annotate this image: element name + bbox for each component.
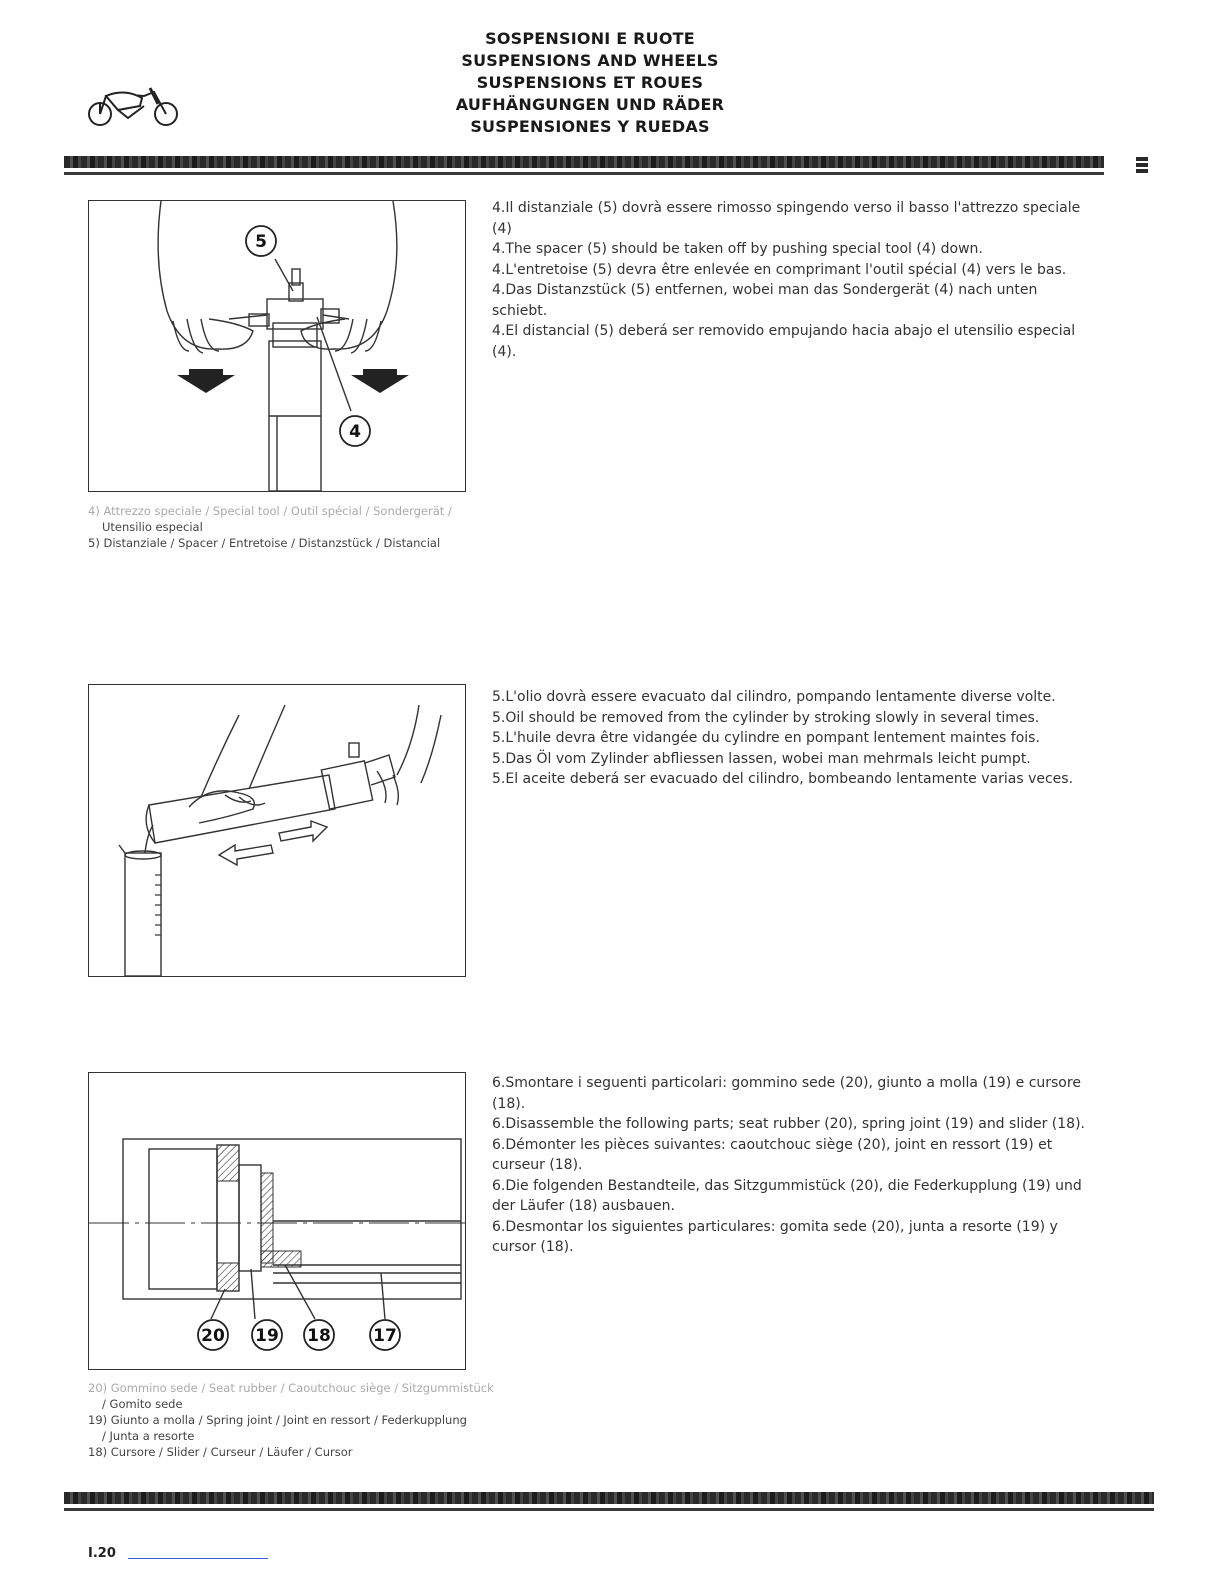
footer-divider: [64, 1492, 1154, 1504]
step5-spanish: 5.El aceite deberá ser evacuado del cilindro, bombeando lentamente varias veces.: [492, 771, 1074, 787]
fork-section-illustration: [89, 1073, 465, 1369]
step4-italian: 4.Il distanziale (5) dovrà essere rimosso spingendo verso il basso l'attrezzo speciale (4): [492, 200, 1081, 237]
step5-french: 5.L'huile devra être vidangée du cylindre en pompant lentement maintes fois.: [492, 730, 1040, 746]
header-divider-thin: [64, 172, 1104, 175]
figure-oil-draining: [88, 684, 466, 977]
header-divider: [64, 156, 1104, 168]
step4-german: 4.Das Distanzstück (5) entfernen, wobei man das Sondergerät (4) nach unten schiebt.: [492, 282, 1038, 319]
step6-french: 6.Démonter les pièces suivantes: caoutchouc siège (20), joint en ressort (19) et curseur (18).: [492, 1136, 1053, 1173]
page-number-underline: [128, 1558, 268, 1559]
figure1-caption: [88, 503, 468, 551]
caption-line: 18) Cursore / Slider / Curseur / Läufer / Cursor: [88, 1445, 353, 1459]
caption-line: 5) Distanziale / Spacer / Entretoise / Distanzstück / Distancial: [88, 536, 441, 550]
figure1-label-4: 4: [349, 422, 361, 442]
figure3-label-18: 18: [307, 1326, 331, 1346]
step4-french: 4.L'entretoise (5) devra être enlevée en comprimant l'outil spécial (4) vers le bas.: [492, 261, 1067, 278]
step6-english: 6.Disassemble the following parts; seat rubber (20), spring joint (19) and slider (18).: [492, 1116, 1085, 1132]
title-italian: SOSPENSIONI E RUOTE: [485, 29, 695, 48]
step4-text: [492, 198, 1092, 362]
step6-spanish: 6.Desmontar los siguientes particulares: gomita sede (20), junta a resorte (19) y cursor (18).: [492, 1218, 1058, 1255]
figure3-label-20: 20: [201, 1326, 225, 1346]
step5-german: 5.Das Öl vom Zylinder abfliessen lassen, wobei man mehrmals leicht pumpt.: [492, 750, 1031, 767]
spacer-removal-illustration: [89, 201, 465, 491]
page-edge-tab: [1136, 157, 1148, 173]
title-english: SUSPENSIONS AND WHEELS: [461, 51, 719, 70]
figure3-caption: [88, 1380, 494, 1460]
caption-line: / Gomito sede: [102, 1397, 183, 1411]
step6-text: [492, 1073, 1092, 1258]
step6-german: 6.Die folgenden Bestandteile, das Sitzgummistück (20), die Federkupplung (19) und der Läufer (18) ausbauen.: [492, 1177, 1082, 1214]
figure3-label-19: 19: [255, 1326, 279, 1346]
step5-italian: 5.L'olio dovrà essere evacuato dal cilindro, pompando lentamente diverse volte.: [492, 689, 1056, 705]
caption-line: 20) Gommino sede / Seat rubber / Caoutchouc siège / Sitzgummistück: [88, 1381, 494, 1395]
page-number: I.20: [88, 1546, 116, 1561]
figure-fork-section: [88, 1072, 466, 1370]
motorcycle-icon: [84, 84, 184, 128]
title-french: SUSPENSIONS ET ROUES: [476, 73, 704, 92]
oil-draining-illustration: [89, 685, 465, 976]
step4-spanish: 4.El distancial (5) deberá ser removido empujando hacia abajo el utensilio especial (4).: [492, 323, 1076, 360]
title-german: AUFHÄNGUNGEN UND RÄDER: [455, 95, 725, 114]
title-spanish: SUSPENSIONES Y RUEDAS: [470, 117, 710, 136]
step4-english: 4.The spacer (5) should be taken off by pushing special tool (4) down.: [492, 241, 983, 257]
caption-line: / Junta a resorte: [102, 1429, 195, 1443]
section-header: [420, 28, 760, 138]
figure3-label-17: 17: [373, 1326, 397, 1346]
figure-spacer-removal: [88, 200, 466, 492]
step5-text: [492, 687, 1092, 790]
caption-line: 4) Attrezzo speciale / Special tool / Outil spécial / Sondergerät /: [88, 504, 452, 518]
figure1-label-5: 5: [255, 232, 267, 252]
step6-italian: 6.Smontare i seguenti particolari: gommino sede (20), giunto a molla (19) e cursore (18).: [492, 1075, 1081, 1112]
footer-divider-thin: [64, 1508, 1154, 1511]
step5-english: 5.Oil should be removed from the cylinder by stroking slowly in several times.: [492, 709, 1040, 726]
caption-line: Utensilio especial: [102, 520, 203, 534]
caption-line: 19) Giunto a molla / Spring joint / Joint en ressort / Federkupplung: [88, 1413, 467, 1427]
